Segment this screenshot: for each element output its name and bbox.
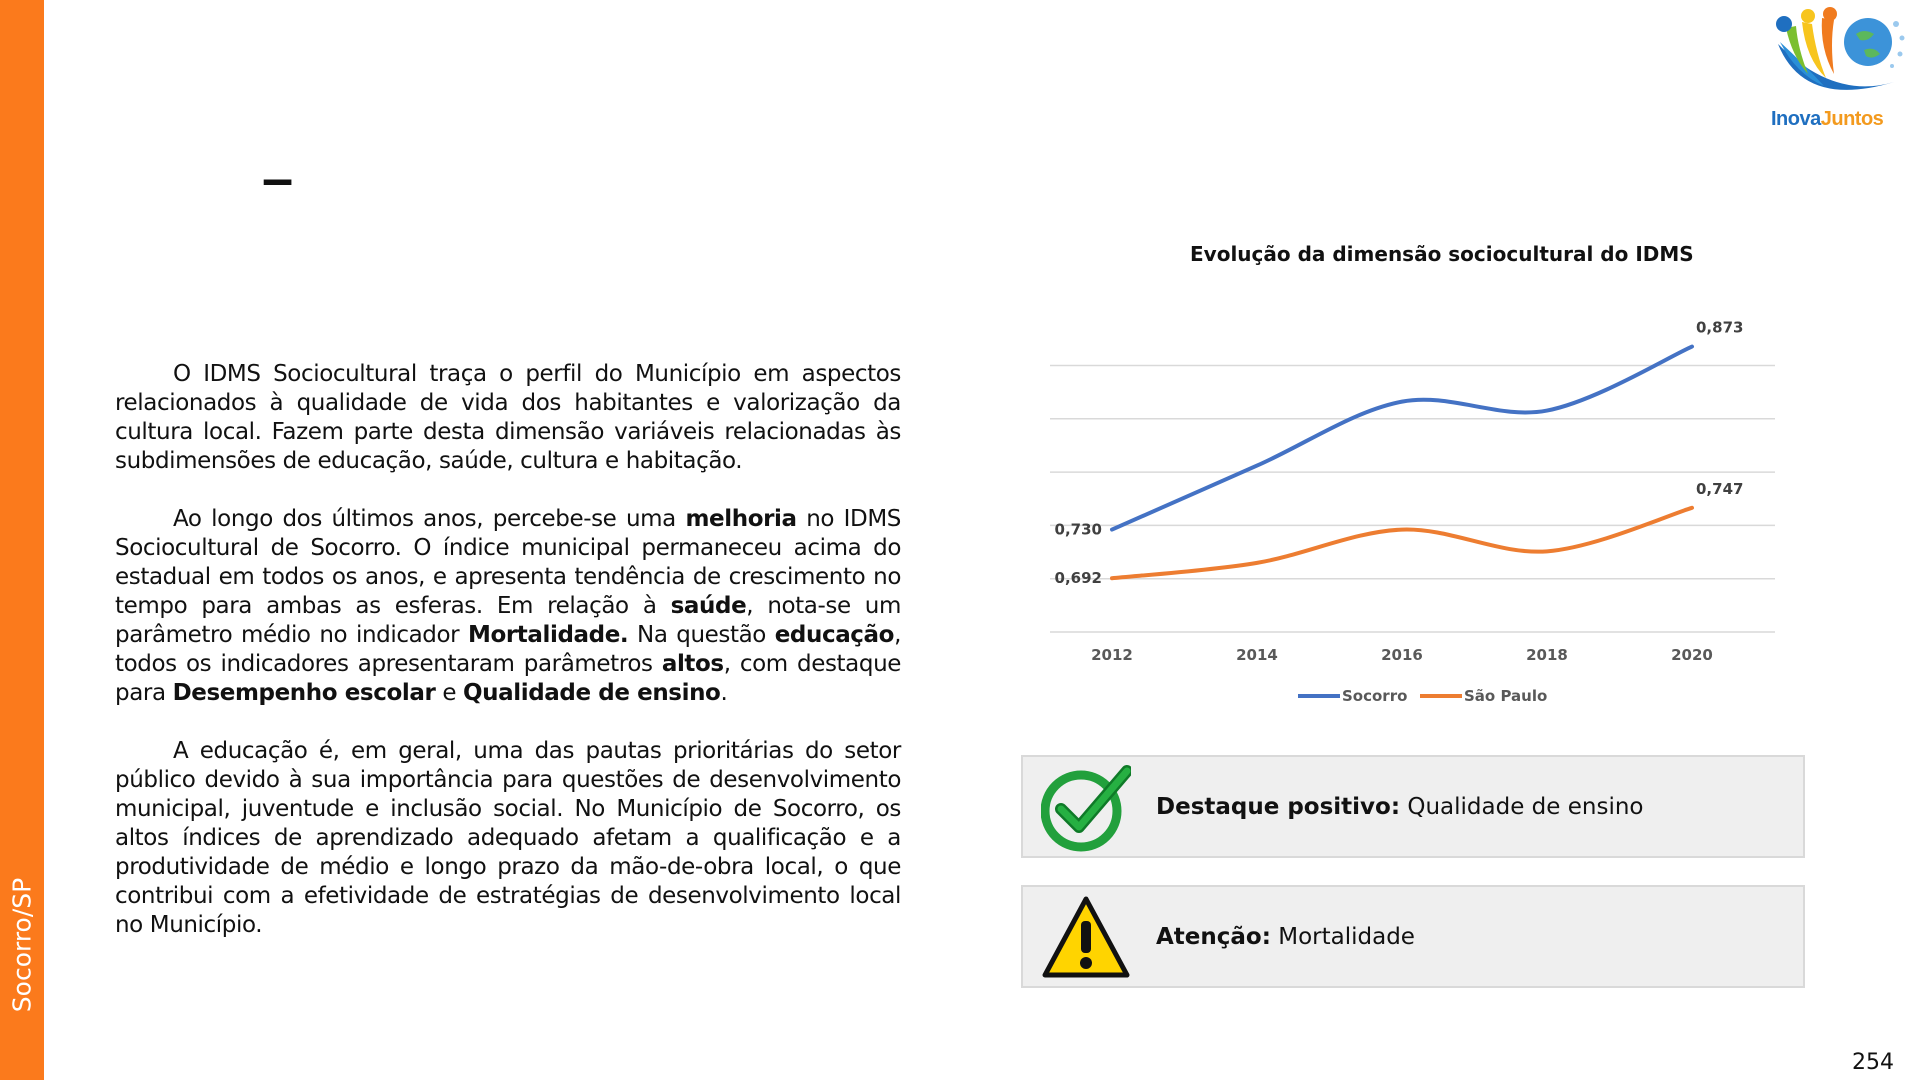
x-tick-label: 2014 — [1236, 646, 1278, 664]
check-icon — [1041, 763, 1131, 853]
x-tick-label: 2020 — [1671, 646, 1713, 664]
logo-wordmark: InovaJuntos — [1771, 108, 1884, 130]
data-label: 0,747 — [1696, 479, 1744, 498]
data-label: 0,730 — [1054, 520, 1102, 539]
idms-line-chart — [1040, 290, 1800, 710]
logo-globe — [1844, 18, 1892, 66]
paragraph-1: O IDMS Sociocultural traça o perfil do Município em aspectos relacionados à qualidade de vida dos habitantes e valorização da cultura local. Fazem parte desta dimensão variáveis relacionadas às subdimensões de educação, saúde, cultura e habitação. — [115, 361, 901, 474]
callout-attention-text: Atenção: Mortalidade — [1156, 923, 1415, 950]
paragraph-2: Ao longo dos últimos anos, percebe-se uma melhoria no IDMS Sociocultural de Socorro. O índice municipal permaneceu acima do estadual em todos os anos, e apresenta tendência de crescimento no tempo para ambas as esferas. Em relação à saúde, nota-se um parâmetro médio no indicador Mortalidade. Na questão educação, todos os indicadores apresentaram parâmetros altos, com destaque para Desempenho escolar e Qualidade de ensino. — [115, 506, 901, 706]
data-label: 0,692 — [1054, 569, 1102, 588]
sidebar-bar — [0, 0, 44, 1080]
x-tick-label: 2012 — [1091, 646, 1133, 664]
callout-positive-text: Destaque positivo: Qualidade de ensino — [1156, 793, 1644, 820]
logo-swoosh-orange — [1822, 18, 1834, 74]
warning-icon — [1041, 893, 1131, 983]
chart-title: Evolução da dimensão sociocultural do IDMS — [1190, 242, 1694, 266]
callout-positive — [1021, 755, 1805, 858]
sidebar-location-label: Socorro/SP — [7, 877, 37, 1013]
page-title: – — [262, 146, 294, 209]
legend-label: São Paulo — [1464, 687, 1548, 705]
page-number: 254 — [1852, 1050, 1894, 1075]
data-label: 0,873 — [1696, 318, 1744, 337]
legend-label: Socorro — [1342, 687, 1408, 705]
callout-attention — [1021, 885, 1805, 988]
paragraph-3: A educação é, em geral, uma das pautas prioritárias do setor público devido à sua importância para questões de desenvolvimento municipal, juventude e inclusão social. No Município de Socorro, os altos índices de aprendizado adequado afetam a qualificação e a produtividade de médio e longo prazo da mão-de-obra local, o que contribui com a efetividade de estratégias de desenvolvimento local no Município. — [115, 738, 901, 938]
body-text — [115, 360, 901, 969]
x-tick-label: 2016 — [1381, 646, 1423, 664]
series-line-0 — [1112, 347, 1692, 530]
series-line-1 — [1112, 508, 1692, 578]
x-tick-label: 2018 — [1526, 646, 1568, 664]
